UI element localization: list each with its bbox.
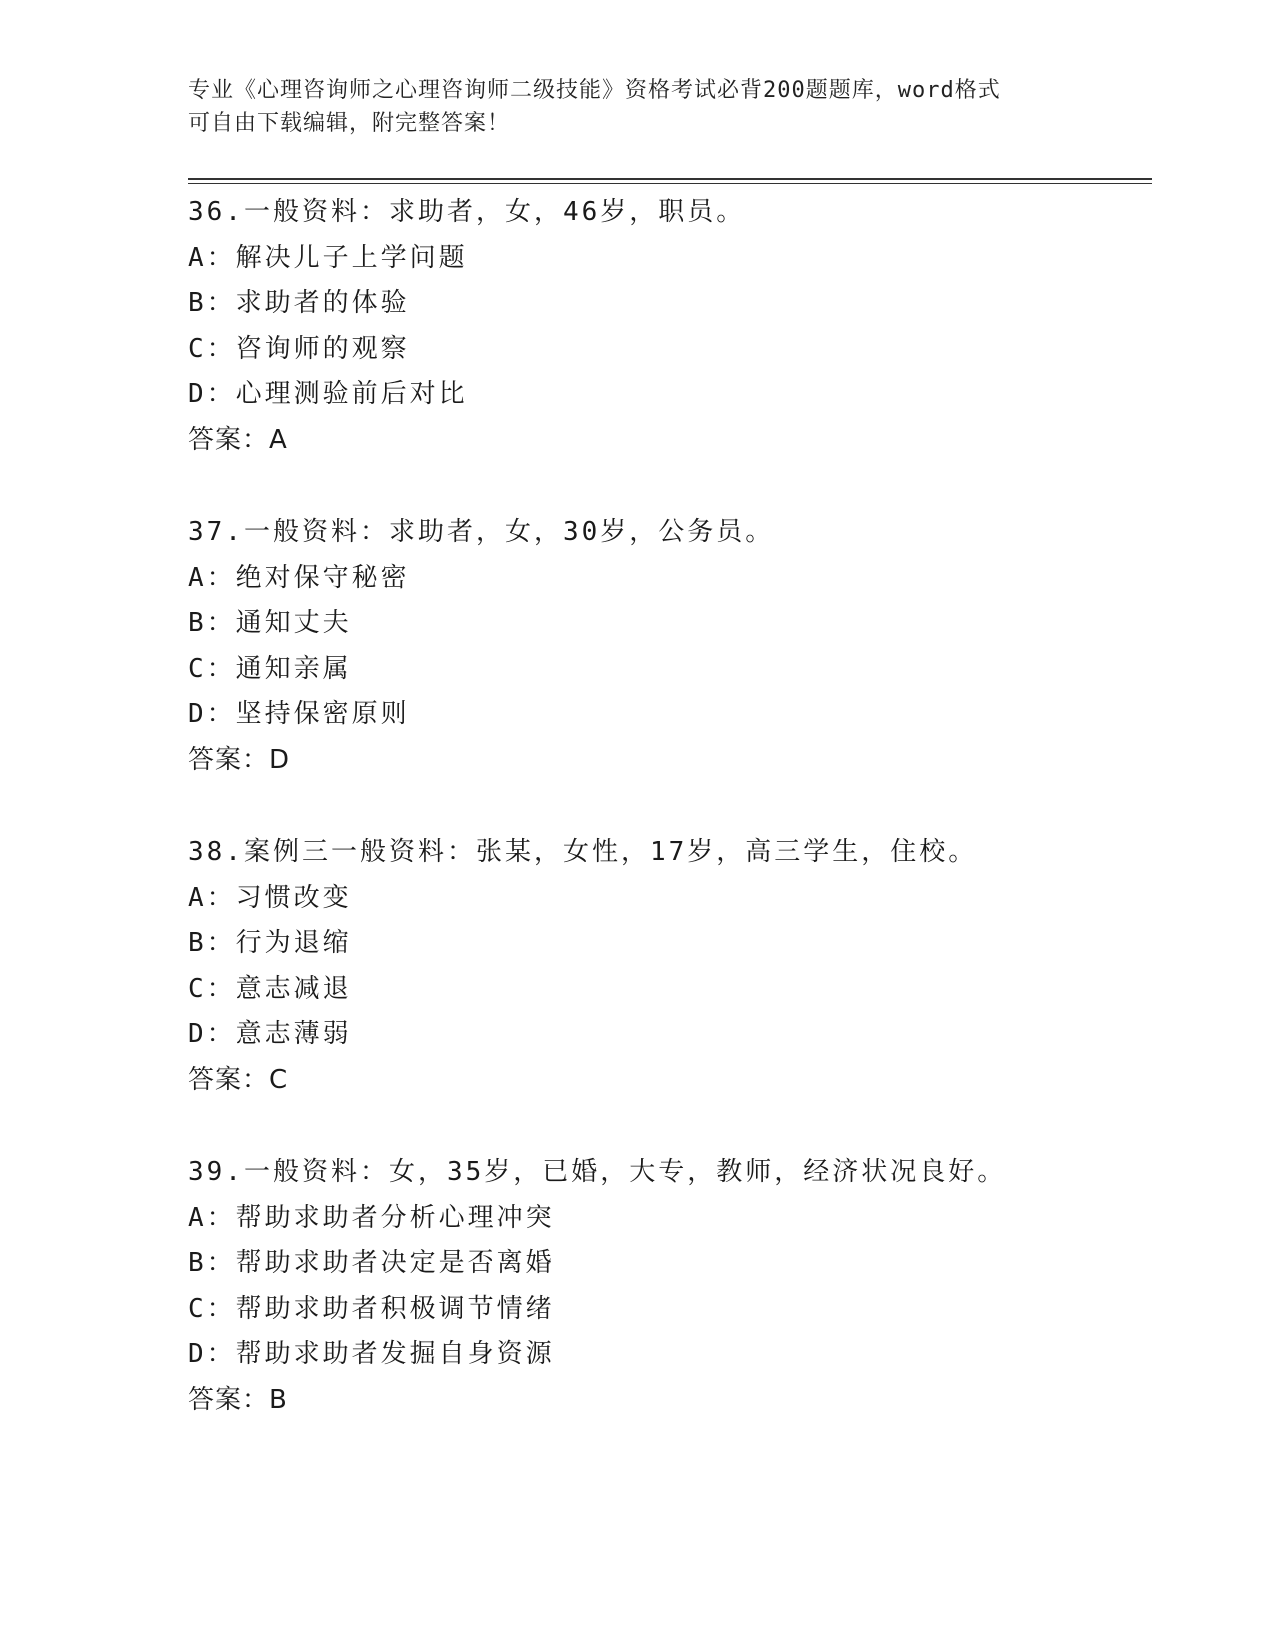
- question-stem: 37.一般资料：求助者，女，30岁，公务员。: [188, 517, 775, 547]
- option-d: D：心理测验前后对比: [188, 379, 468, 409]
- option-b: B：求助者的体验: [188, 288, 410, 318]
- question-stem: 39.一般资料：女，35岁，已婚，大专，教师，经济状况良好。: [188, 1157, 1007, 1187]
- option-d: D：坚持保密原则: [188, 699, 410, 729]
- header-divider-thin: [188, 183, 1152, 184]
- option-d: D：帮助求助者发掘自身资源: [188, 1339, 555, 1369]
- question-list: [188, 190, 1148, 1470]
- answer: 答案：A: [188, 424, 288, 455]
- answer: 答案：B: [188, 1384, 288, 1415]
- option-a: A：解决儿子上学问题: [188, 242, 468, 273]
- option-a: A：帮助求助者分析心理冲突: [188, 1202, 555, 1233]
- question-37: [188, 510, 1148, 830]
- question-36: [188, 190, 1148, 510]
- option-c: C：意志减退: [188, 973, 352, 1004]
- question-38: [188, 830, 1148, 1150]
- document-header: [188, 74, 1088, 140]
- answer: 答案：D: [188, 744, 291, 775]
- option-c: C：帮助求助者积极调节情绪: [188, 1293, 555, 1324]
- question-stem: 38.案例三一般资料：张某，女性，17岁，高三学生，住校。: [188, 837, 978, 867]
- option-a: A：绝对保守秘密: [188, 562, 410, 593]
- option-b: B：通知丈夫: [188, 608, 352, 638]
- header-line-2: 可自由下载编辑，附完整答案！: [188, 111, 511, 136]
- option-d: D：意志薄弱: [188, 1019, 352, 1049]
- option-a: A：习惯改变: [188, 882, 352, 913]
- answer: 答案：C: [188, 1064, 289, 1095]
- option-b: B：帮助求助者决定是否离婚: [188, 1248, 555, 1278]
- header-divider-thick: [188, 178, 1152, 180]
- question-39: [188, 1150, 1148, 1470]
- header-line-1: 专业《心理咨询师之心理咨询师二级技能》资格考试必背200题题库，word格式: [188, 78, 1001, 103]
- option-c: C：咨询师的观察: [188, 333, 410, 364]
- option-c: C：通知亲属: [188, 653, 352, 684]
- question-stem: 36.一般资料：求助者，女，46岁，职员。: [188, 197, 746, 227]
- option-b: B：行为退缩: [188, 928, 352, 958]
